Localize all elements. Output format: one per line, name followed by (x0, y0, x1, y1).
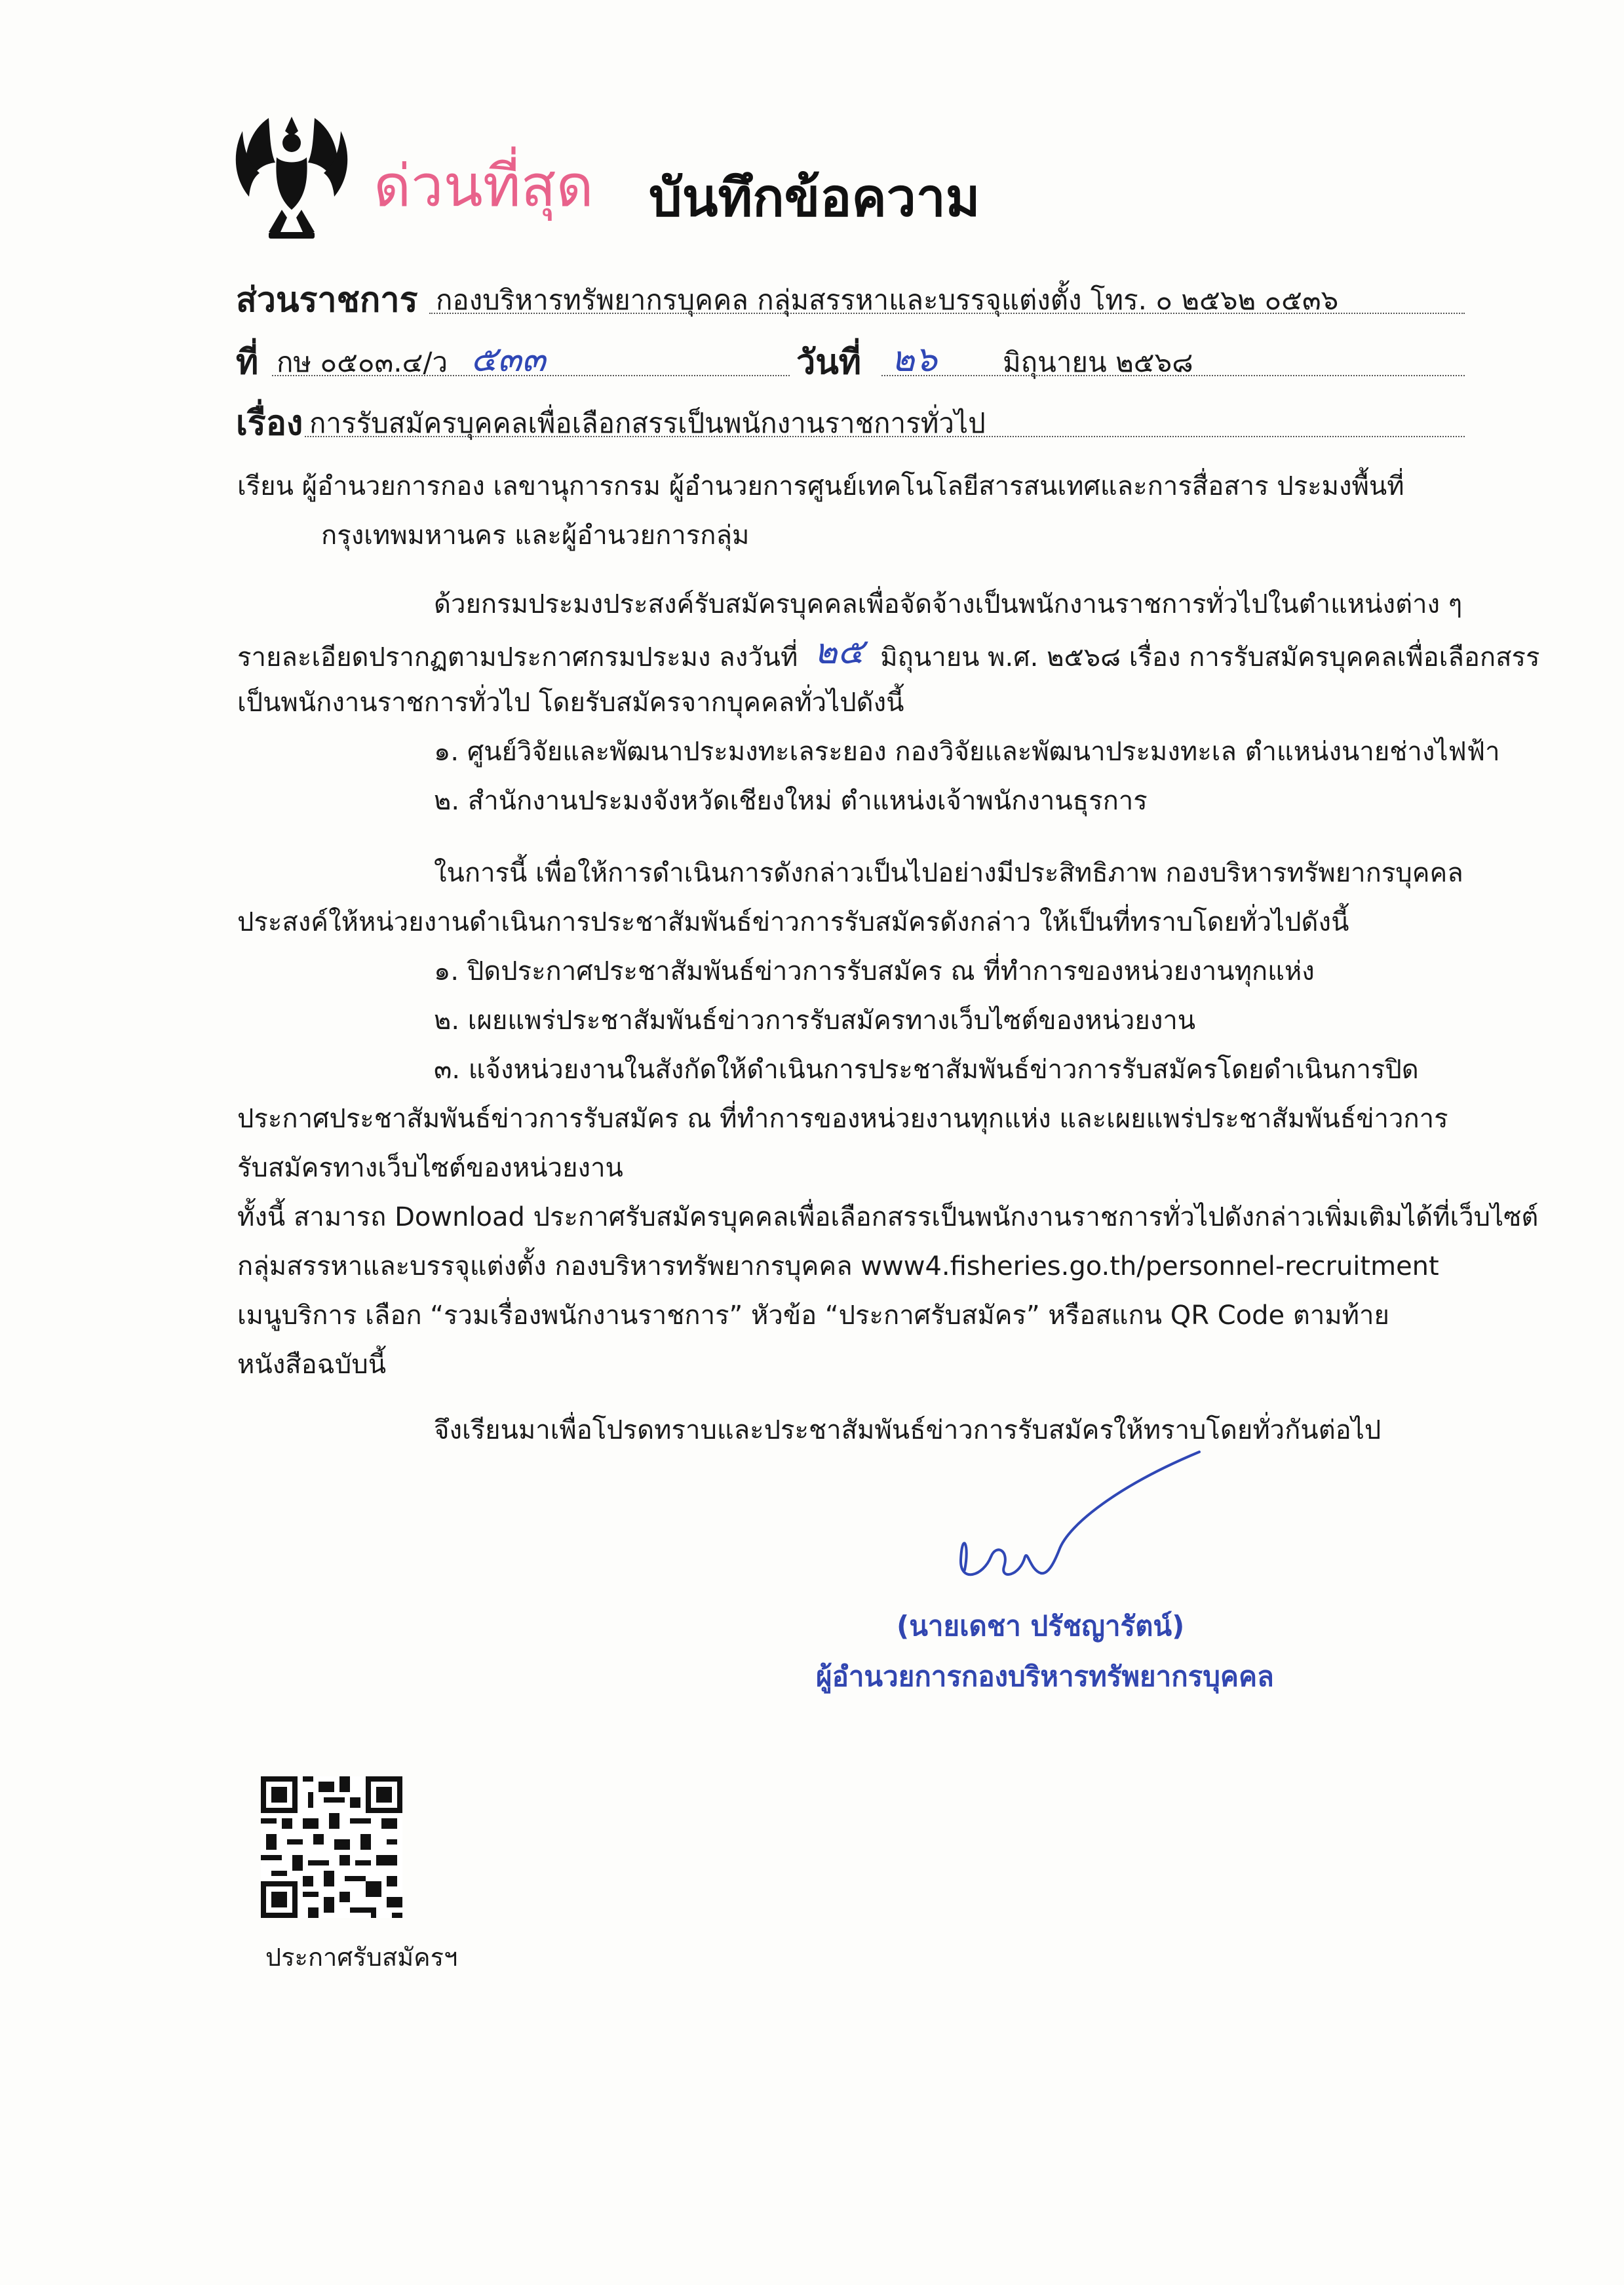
qr-code[interactable] (261, 1776, 402, 1918)
ref-label: ที่ (236, 343, 259, 382)
ref-number-handwritten: ๕๓๓ (471, 338, 546, 380)
paragraph-1-line-2-start: รายละเอียดปรากฏตามประกาศกรมประมง ลงวันที่ (237, 642, 798, 673)
date-day-handwritten: ๒๖ (891, 338, 937, 380)
date-label: วันที่ (796, 343, 862, 382)
action-item-1: ๑. ปิดประกาศประชาสัมพันธ์ข่าวการรับสมัคร ณ ที่ทำการของหน่วยงานทุกแห่ง (434, 956, 1315, 986)
agency-value: กองบริหารทรัพยากรบุคคล กลุ่มสรรหาและบรรจุแต่งตั้ง โทร. ๐ ๒๕๖๒ ๐๕๓๖ (436, 284, 1339, 316)
salutation-line-1: เรียน ผู้อำนวยการกอง เลขานุการกรม ผู้อำนวยการศูนย์เทคโนโลยีสารสนเทศและการสื่อสาร ประมงพื้นที่ (237, 471, 1404, 501)
urgency-stamp: ด่วนที่สุด (374, 152, 594, 220)
action-item-3-line-2: ประกาศประชาสัมพันธ์ข่าวการรับสมัคร ณ ที่ทำการของหน่วยงานทุกแห่ง และเผยแพร่ประชาสัมพันธ์ข่าวการ (237, 1104, 1448, 1134)
closing-line: จึงเรียนมาเพื่อโปรดทราบและประชาสัมพันธ์ข่าวการรับสมัครให้ทราบโดยทั่วกันต่อไป (434, 1415, 1382, 1445)
paragraph-1-line-2-end: มิถุนายน พ.ศ. ๒๕๖๘ เรื่อง การรับสมัครบุคคลเพื่อเลือกสรร (880, 642, 1540, 673)
paragraph-3-line-3: เมนูบริการ เลือก “รวมเรื่องพนักงานราชการ” หัวข้อ “ประกาศรับสมัคร” หรือสแกน QR Code ตามท้าย (237, 1300, 1389, 1331)
action-item-3-line-3: รับสมัครทางเว็บไซต์ของหน่วยงาน (237, 1153, 623, 1183)
paragraph-1-line-3: เป็นพนักงานราชการทั่วไป โดยรับสมัครจากบุคคลทั่วไปดังนี้ (237, 688, 904, 718)
paragraph-1-line-2 (237, 629, 1539, 682)
position-item-2: ๒. สำนักงานประมงจังหวัดเชียงใหม่ ตำแหน่งเจ้าพนักงานธุรการ (434, 786, 1148, 816)
memo-body (237, 462, 1540, 1458)
subject-row (236, 395, 1468, 443)
ref-value: กษ ๐๕๐๓.๔/ว (277, 346, 448, 378)
paragraph-2-line-2: ประสงค์ให้หน่วยงานดำเนินการประชาสัมพันธ์ข่าวการรับสมัครดังกล่าว ให้เป็นที่ทราบโดยทั่วไปดังนี้ (237, 907, 1349, 937)
announcement-day-handwritten: ๒๕ (814, 631, 864, 672)
paragraph-3-line-2: กลุ่มสรรหาและบรรจุแต่งตั้ง กองบริหารทรัพยากรบุคคล www4.fisheries.go.th/personnel-recruitment (237, 1251, 1439, 1281)
signatory-name: (นายเดชา ปรัชญารัตน์) (897, 1610, 1185, 1642)
subject-label: เรื่อง (236, 404, 303, 443)
paragraph-1-line-1: ด้วยกรมประมงประสงค์รับสมัครบุคคลเพื่อจัดจ้างเป็นพนักงานราชการทั่วไปในตำแหน่งต่าง ๆ (434, 589, 1463, 619)
ref-dotline (272, 375, 790, 376)
action-item-2: ๒. เผยแพร่ประชาสัมพันธ์ข่าวการรับสมัครทางเว็บไซต์ของหน่วยงาน (434, 1006, 1196, 1036)
ref-date-row (236, 334, 1468, 382)
date-dotline (881, 375, 1465, 376)
signatory-position: ผู้อำนวยการกองบริหารทรัพยากรบุคคล (816, 1660, 1274, 1692)
garuda-emblem-icon (229, 105, 354, 243)
document-title: บันทึกข้อความ (649, 167, 980, 228)
paragraph-3-line-4: หนังสือฉบับนี้ (237, 1350, 387, 1380)
paragraph-2-line-1: ในการนี้ เพื่อให้การดำเนินการดังกล่าวเป็นไปอย่างมีประสิทธิภาพ กองบริหารทรัพยากรบุคคล (434, 858, 1463, 888)
agency-label: ส่วนราชการ (236, 281, 418, 320)
subject-value: การรับสมัครบุคคลเพื่อเลือกสรรเป็นพนักงานราชการทั่วไป (309, 407, 986, 439)
date-value: มิถุนายน ๒๕๖๘ (1003, 346, 1193, 378)
agency-row (236, 272, 1468, 320)
paragraph-3-line-1: ทั้งนี้ สามารถ Download ประกาศรับสมัครบุคคลเพื่อเลือกสรรเป็นพนักงานราชการทั่วไปดังกล่าวเพิ่มเติมได้ที่เว็บไซต์ (237, 1202, 1539, 1232)
subject-dotline (305, 436, 1465, 437)
agency-dotline (429, 313, 1465, 314)
action-item-3-line-1: ๓. แจ้งหน่วยงานในสังกัดให้ดำเนินการประชาสัมพันธ์ข่าวการรับสมัครโดยดำเนินการปิด (434, 1055, 1419, 1085)
salutation-line-2: กรุงเทพมหานคร และผู้อำนวยการกลุ่ม (321, 520, 750, 551)
handwritten-signature (957, 1445, 1206, 1596)
position-item-1: ๑. ศูนย์วิจัยและพัฒนาประมงทะเลระยอง กองวิจัยและพัฒนาประมงทะเล ตำแหน่งนายช่างไฟฟ้า (434, 737, 1500, 767)
qr-caption: ประกาศรับสมัครฯ (265, 1943, 458, 1972)
